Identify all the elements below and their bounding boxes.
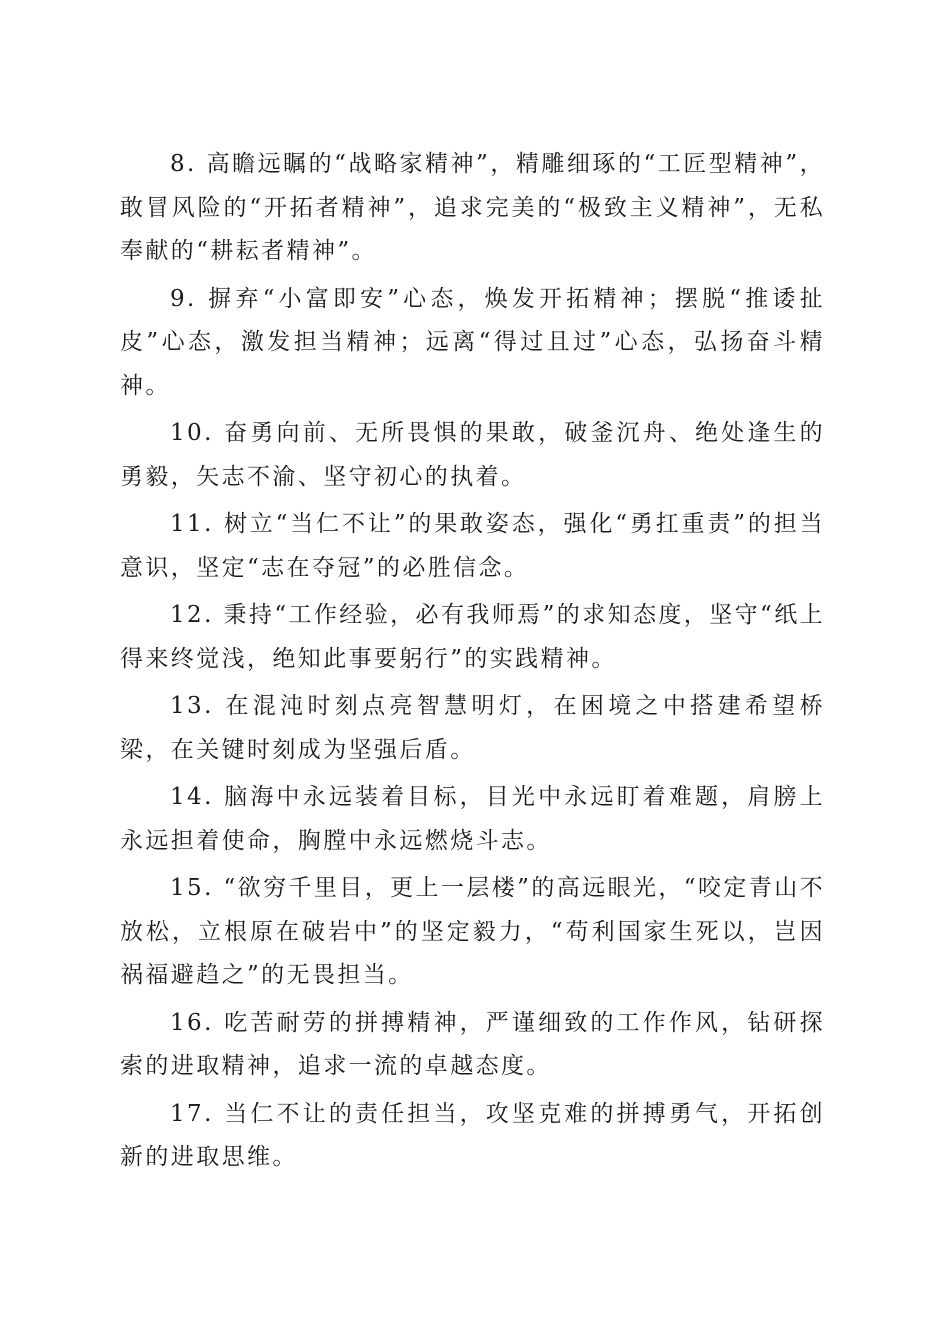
paragraph-14: 14. 脑海中永远装着目标，目光中永远盯着难题，肩膀上永远担着使命，胸膛中永远燃烧斗志。 — [120, 784, 825, 854]
paragraph-8: 8. 高瞻远瞩的“战略家精神”，精雕细琢的“工匠型精神”，敢冒风险的“开拓者精神”，追求完美的“极致主义精神”，无私奉献的“耕耘者精神”。 — [120, 151, 825, 264]
paragraph-12: 12. 秉持“工作经验，必有我师焉”的求知态度，坚守“纸上得来终觉浅，绝知此事要躬行”的实践精神。 — [120, 602, 825, 672]
paragraph-16: 16. 吃苦耐劳的拼搏精神，严谨细致的工作作风，钻研探索的进取精神，追求一流的卓越态度。 — [120, 1009, 825, 1079]
paragraph-9: 9. 摒弃“小富即安”心态，焕发开拓精神；摆脱“推诿扯皮”心态，激发担当精神；远离“得过且过”心态，弘扬奋斗精神。 — [120, 285, 825, 399]
paragraph-11: 11. 树立“当仁不让”的果敢姿态，强化“勇扛重责”的担当意识，坚定“志在夺冠”的必胜信念。 — [120, 511, 825, 581]
paragraph-10: 10. 奋勇向前、无所畏惧的果敢，破釜沉舟、绝处逢生的勇毅，矢志不渝、坚守初心的执着。 — [120, 420, 825, 490]
document-body — [120, 143, 825, 1184]
paragraph-15: 15. “欲穷千里目，更上一层楼”的高远眼光，“咬定青山不放松，立根原在破岩中”的坚定毅力，“苟利国家生死以，岂因祸福避趋之”的无畏担当。 — [120, 875, 825, 988]
paragraph-17: 17. 当仁不让的责任担当，攻坚克难的拼搏勇气，开拓创新的进取思维。 — [120, 1100, 825, 1170]
paragraph-13: 13. 在混沌时刻点亮智慧明灯，在困境之中搭建希望桥梁，在关键时刻成为坚强后盾。 — [120, 693, 825, 763]
